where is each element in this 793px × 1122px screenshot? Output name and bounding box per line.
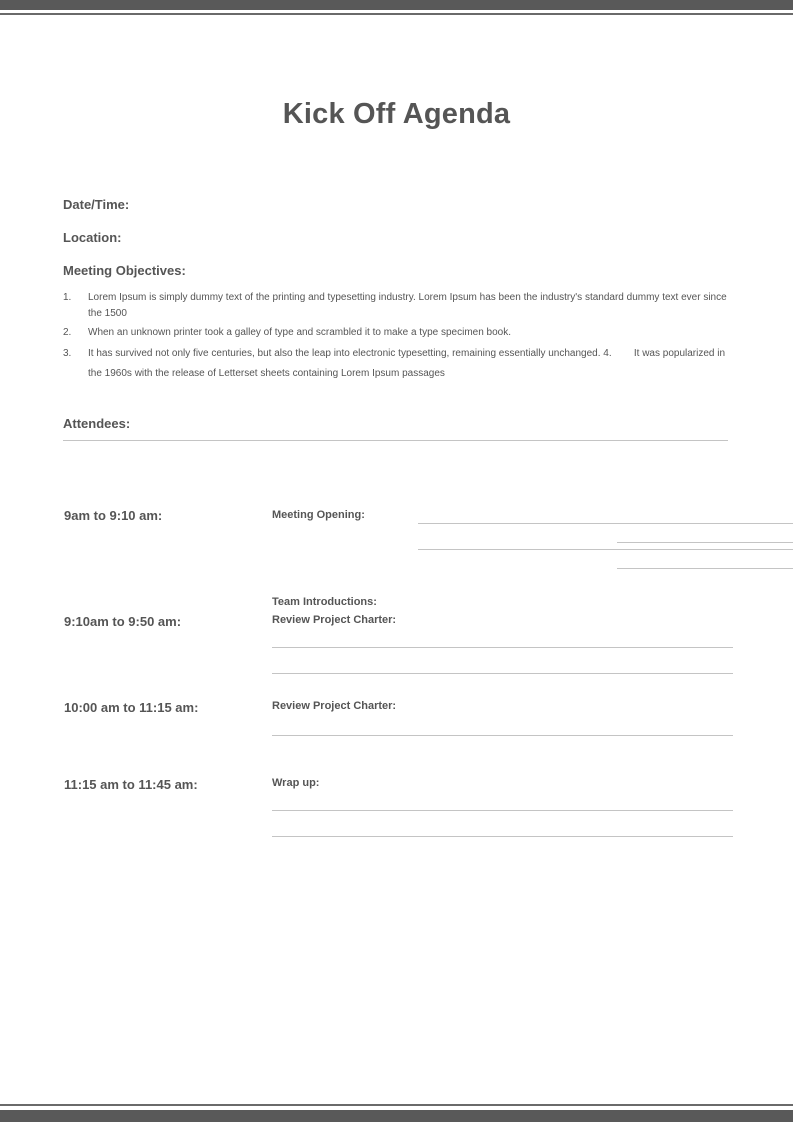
agenda-topic-review-charter: Review Project Charter: — [272, 614, 397, 626]
date-time-label: Date/Time: — [63, 197, 130, 212]
objectives-heading: Meeting Objectives: — [63, 263, 186, 278]
objective-item — [63, 344, 728, 384]
agenda-time-4: 11:15 am to 11:45 am: — [64, 777, 198, 792]
bottom-border-band — [0, 1110, 793, 1122]
agenda-time-2: 9:10am to 9:50 am: — [64, 614, 182, 629]
write-line — [418, 523, 793, 524]
agenda-topic-review-charter: Review Project Charter: — [272, 700, 397, 712]
attendees-label: Attendees: — [63, 416, 131, 431]
objective-text: Lorem Ipsum is simply dummy text of the printing and typesetting industry. Lorem Ipsum has been the industry's standard dummy text ever since the 1500 — [88, 292, 727, 319]
agenda-topic-meeting-opening: Meeting Opening: — [272, 509, 365, 521]
agenda-topic-wrap-up: Wrap up: — [272, 777, 320, 789]
write-line — [272, 647, 733, 648]
write-line — [272, 735, 733, 736]
agenda-time-1: 9am to 9:10 am: — [64, 508, 163, 523]
write-line — [617, 568, 793, 569]
objective-text: It has survived not only five centuries, but also the leap into electronic typesetting, remaining essentially unchanged. 4. It was popularized in the 1960s with the release of Letterset sheets containing Lorem Ipsum passages — [88, 348, 728, 379]
write-line — [272, 810, 733, 811]
objective-text: When an unknown printer took a galley of type and scrambled it to make a type specimen book. — [88, 327, 512, 338]
write-line — [272, 673, 733, 674]
objective-number: 3. — [63, 348, 72, 359]
bottom-border-line — [0, 1104, 793, 1106]
objective-item — [63, 290, 728, 322]
objective-number: 1. — [63, 292, 72, 303]
write-line — [272, 836, 733, 837]
agenda-time-3: 10:00 am to 11:15 am: — [64, 700, 199, 715]
objectives-list — [63, 290, 728, 384]
page-title: Kick Off Agenda — [282, 98, 511, 130]
write-line — [617, 542, 793, 543]
objective-number: 2. — [63, 327, 72, 338]
agenda-topic-team-introductions: Team Introductions: — [272, 596, 377, 608]
top-border-band — [0, 0, 793, 10]
top-border-line — [0, 13, 793, 15]
location-label: Location: — [63, 230, 122, 245]
objective-item — [63, 325, 728, 341]
write-line — [418, 549, 793, 550]
attendees-underline — [63, 440, 728, 441]
